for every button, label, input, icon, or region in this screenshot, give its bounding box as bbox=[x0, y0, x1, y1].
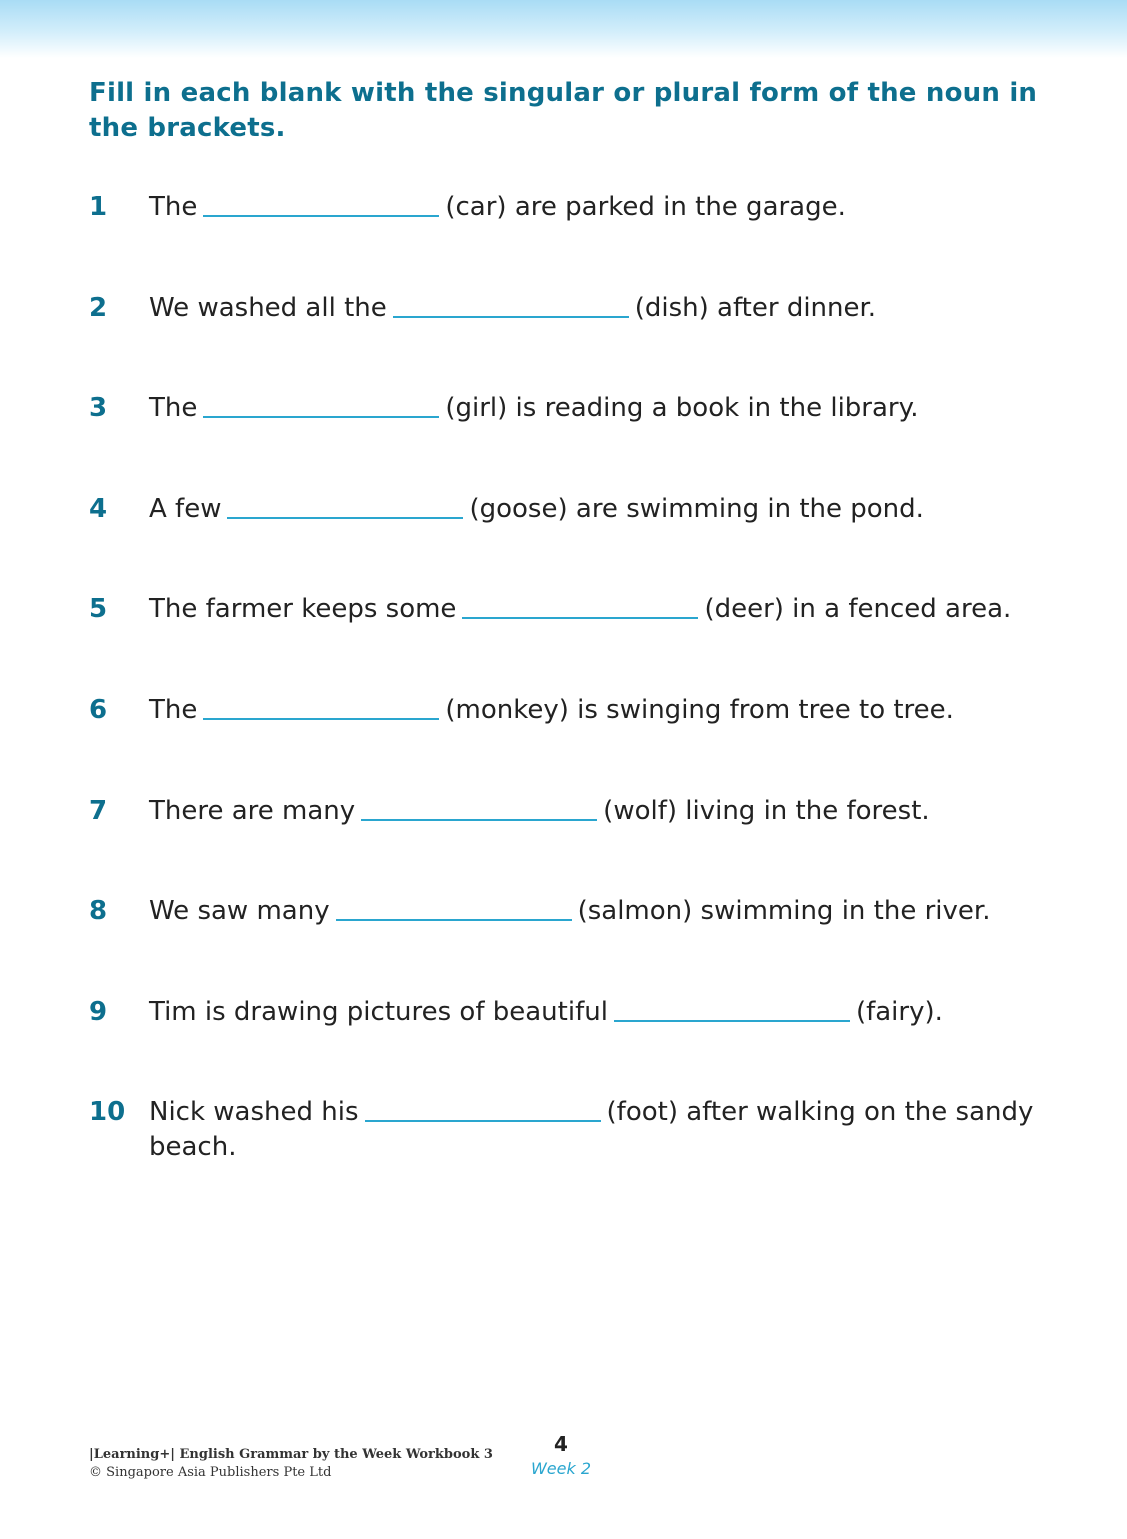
sentence-end: (dish) after dinner. bbox=[634, 292, 877, 323]
answer-blank[interactable] bbox=[614, 1019, 850, 1022]
question-item bbox=[89, 693, 1049, 794]
question-sentence bbox=[149, 492, 1049, 527]
sentence-start: We saw many bbox=[149, 896, 330, 927]
question-list bbox=[89, 190, 1049, 1196]
answer-blank[interactable] bbox=[336, 918, 572, 921]
question-sentence bbox=[149, 693, 1049, 728]
sentence-start: A few bbox=[149, 493, 222, 524]
sentence-start: We washed all the bbox=[149, 292, 387, 323]
sentence-start: The bbox=[149, 393, 198, 424]
copyright-notice: © Singapore Asia Publishers Pte Ltd bbox=[89, 1465, 332, 1480]
sentence-start: The farmer keeps some bbox=[149, 594, 457, 625]
question-number: 8 bbox=[89, 896, 108, 927]
answer-blank[interactable] bbox=[462, 616, 698, 619]
sentence-start: Tim is drawing pictures of beautiful bbox=[149, 996, 608, 1027]
sentence-start: There are many bbox=[149, 795, 356, 826]
question-sentence bbox=[149, 190, 1049, 225]
question-sentence bbox=[149, 391, 1049, 426]
sentence-start: The bbox=[149, 694, 198, 725]
question-sentence bbox=[149, 291, 1049, 326]
sentence-end: (deer) in a fenced area. bbox=[704, 594, 1012, 625]
sentence-end: (salmon) swimming in the river. bbox=[577, 896, 991, 927]
top-gradient-band bbox=[0, 0, 1127, 58]
sentence-end: (girl) is reading a book in the library. bbox=[445, 393, 919, 424]
question-item bbox=[89, 995, 1049, 1096]
question-item bbox=[89, 291, 1049, 392]
question-item bbox=[89, 1095, 1049, 1196]
question-number: 3 bbox=[89, 393, 108, 424]
sentence-start: Nick washed his bbox=[149, 1097, 359, 1128]
sentence-end: (car) are parked in the garage. bbox=[445, 192, 846, 222]
question-item bbox=[89, 794, 1049, 895]
question-number: 10 bbox=[89, 1097, 126, 1128]
question-number: 4 bbox=[89, 493, 108, 524]
question-number: 6 bbox=[89, 694, 108, 725]
question-sentence bbox=[149, 1095, 1049, 1165]
sentence-start: The bbox=[149, 192, 198, 222]
sentence-end: (goose) are swimming in the pond. bbox=[469, 493, 924, 524]
instruction-heading: Fill in each blank with the singular or plural form of the noun in the brackets. bbox=[89, 78, 1038, 143]
question-number: 7 bbox=[89, 795, 108, 826]
question-number: 5 bbox=[89, 594, 108, 625]
week-label: Week 2 bbox=[530, 1459, 592, 1478]
question-number: 2 bbox=[89, 292, 108, 323]
question-sentence bbox=[149, 894, 1049, 929]
sentence-end: (fairy). bbox=[855, 996, 943, 1027]
answer-blank[interactable] bbox=[203, 415, 439, 418]
page-number: 4 bbox=[554, 1432, 568, 1456]
question-item bbox=[89, 894, 1049, 995]
answer-blank[interactable] bbox=[393, 315, 629, 318]
question-item bbox=[89, 190, 1049, 291]
answer-blank[interactable] bbox=[365, 1119, 601, 1122]
question-sentence bbox=[149, 794, 1049, 829]
answer-blank[interactable] bbox=[361, 818, 597, 821]
answer-blank[interactable] bbox=[203, 214, 439, 217]
footer-credits bbox=[89, 1446, 493, 1482]
question-number: 9 bbox=[89, 996, 108, 1027]
question-item bbox=[89, 492, 1049, 593]
question-item bbox=[89, 592, 1049, 693]
answer-blank[interactable] bbox=[227, 516, 463, 519]
question-sentence bbox=[149, 592, 1049, 627]
answer-blank[interactable] bbox=[203, 717, 439, 720]
sentence-end: (monkey) is swinging from tree to tree. bbox=[445, 694, 954, 725]
question-item bbox=[89, 391, 1049, 492]
book-title: |Learning+| English Grammar by the Week Workbook 3 bbox=[89, 1447, 493, 1462]
sentence-end: (foot) after walking on the sandy beach. bbox=[149, 1097, 1034, 1163]
question-sentence bbox=[149, 995, 1049, 1030]
sentence-end: (wolf) living in the forest. bbox=[603, 795, 930, 826]
question-number: 1 bbox=[89, 192, 108, 222]
